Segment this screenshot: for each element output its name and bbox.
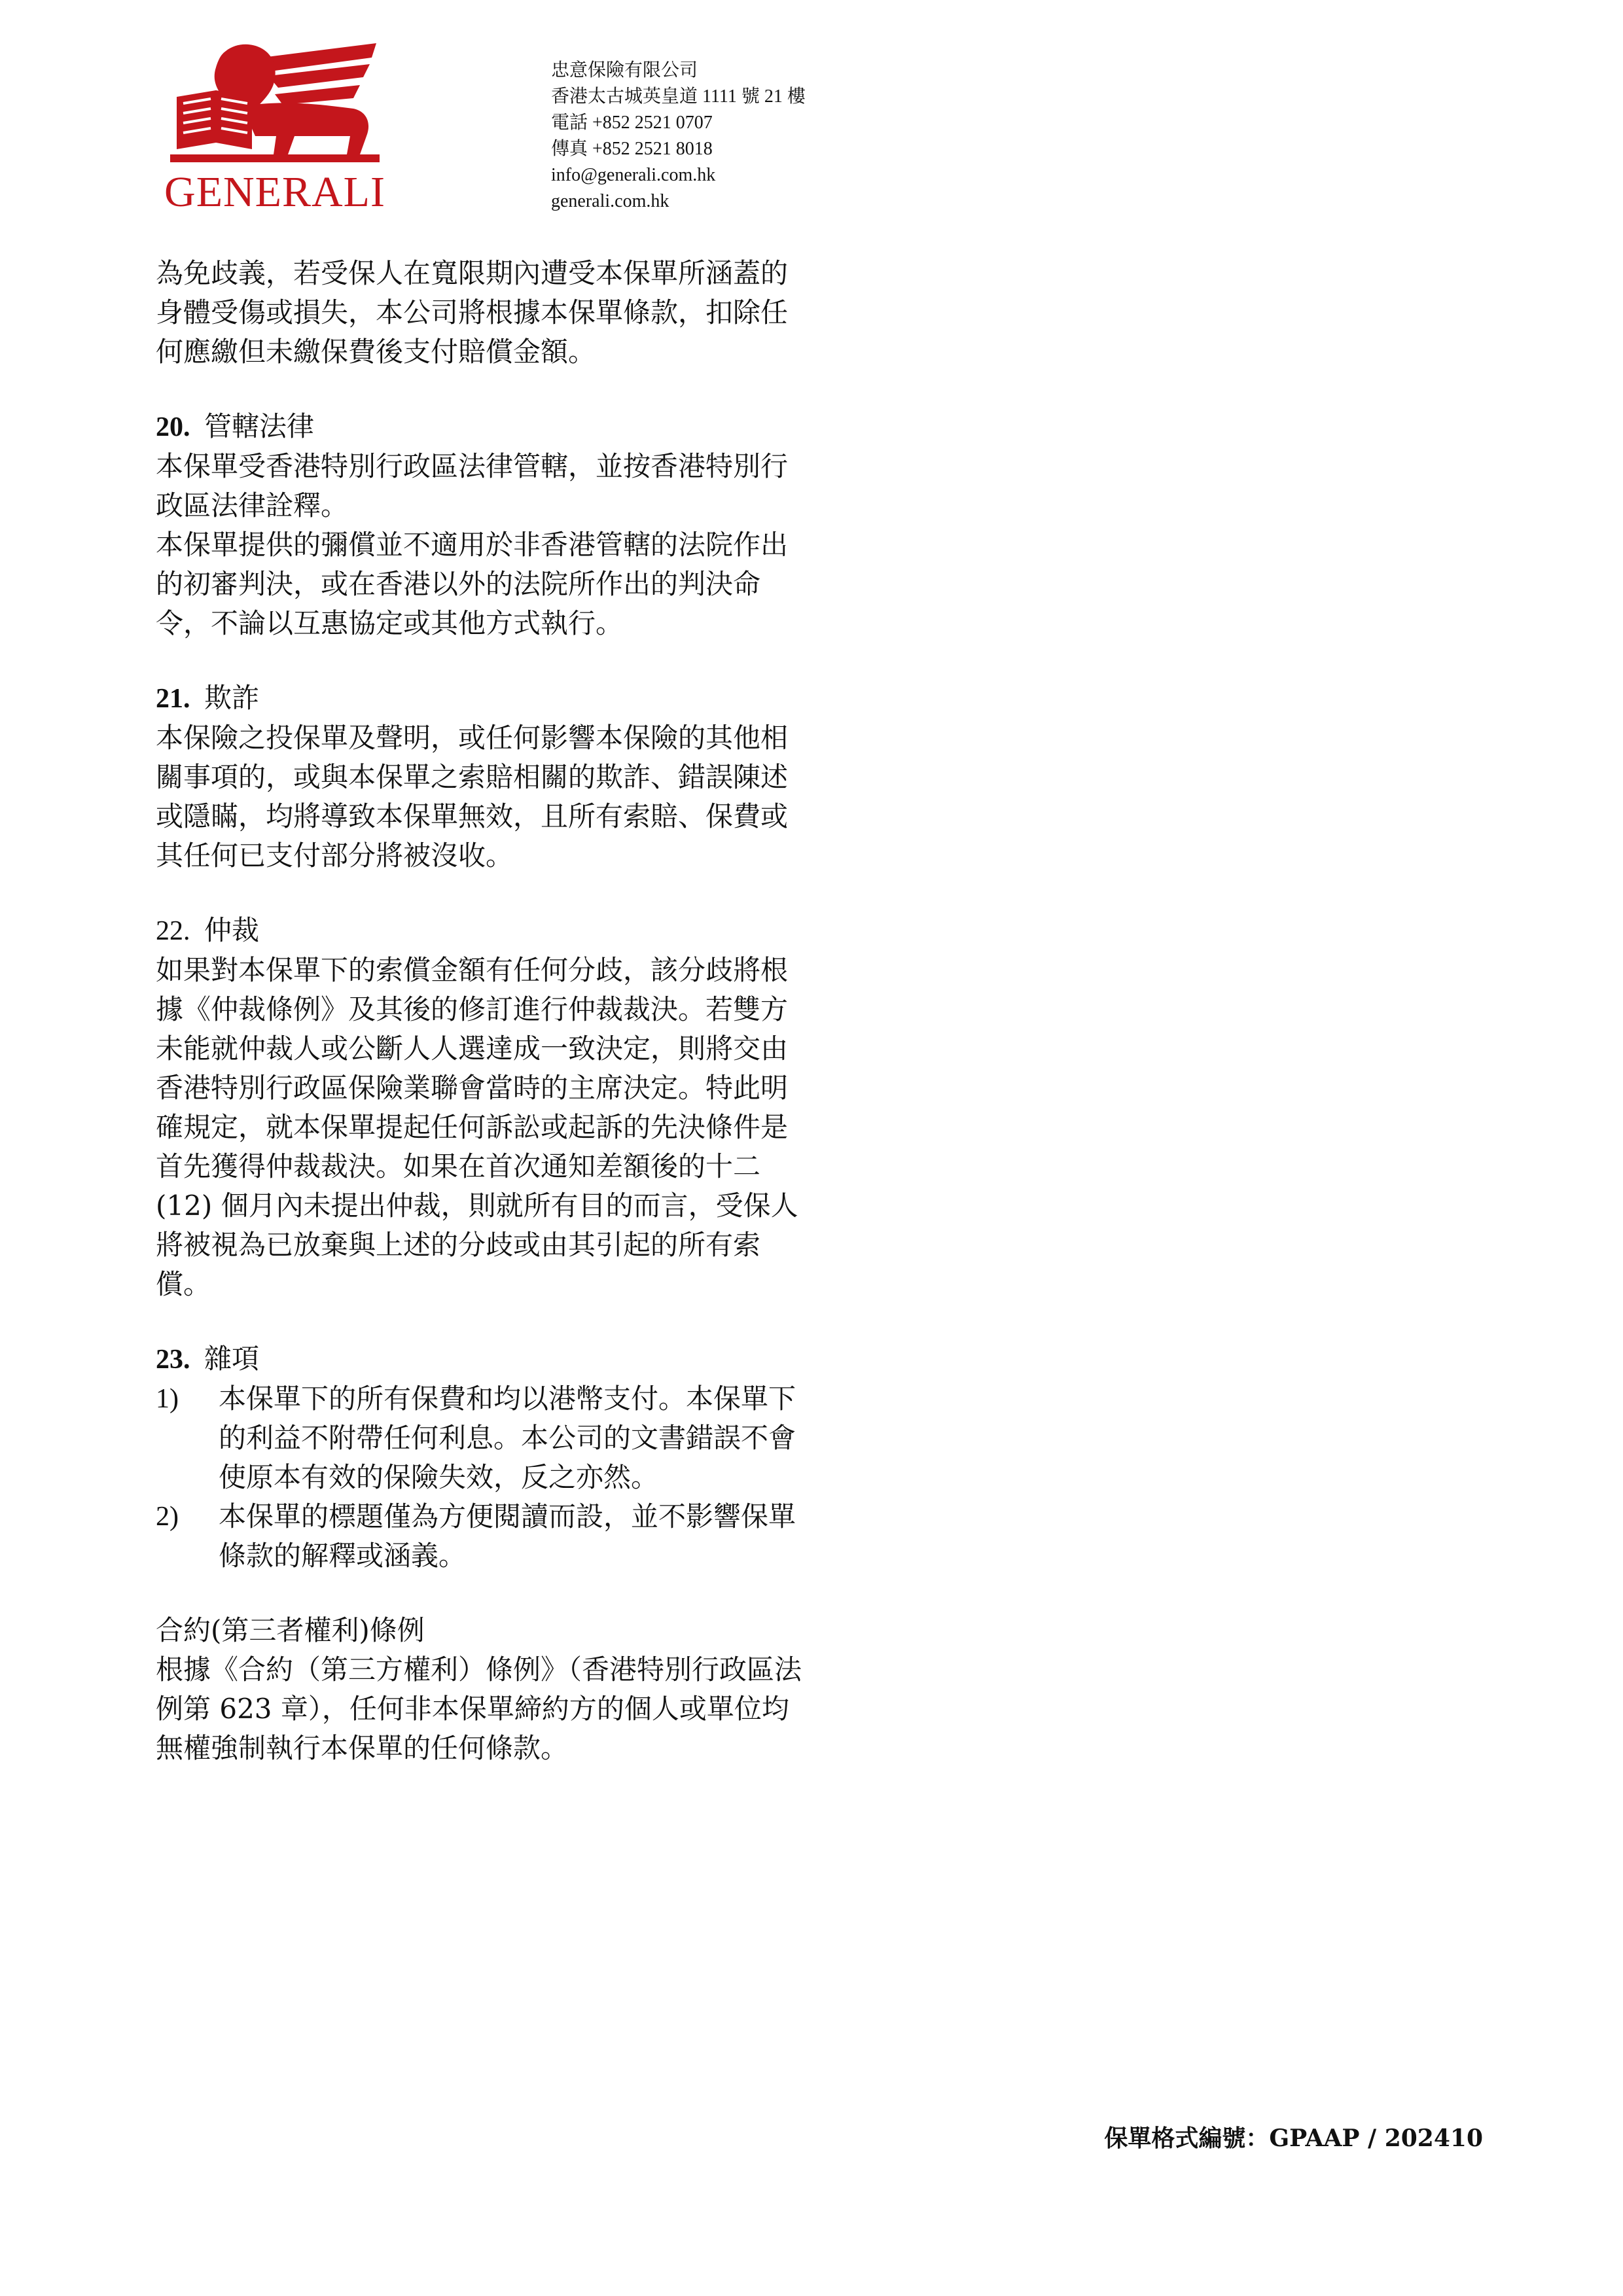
list-text: 本保單下的所有保費和均以港幣支付。本保單下的利益不附帶任何利息。本公司的文書錯誤不會使原本有效的保險失效，反之亦然。	[219, 1383, 796, 1493]
company-email[interactable]: info@generali.com.hk	[551, 165, 716, 185]
section-heading	[156, 911, 810, 951]
list-item	[156, 1497, 810, 1576]
logo-wordmark: GENERALI	[164, 168, 385, 216]
list-marker: 1)	[156, 1384, 179, 1414]
section-title: 管轄法律	[204, 410, 315, 442]
company-fax: 傳真 +852 2521 8018	[551, 139, 713, 159]
section-heading	[156, 1611, 810, 1650]
section-title: 欺詐	[204, 682, 260, 714]
section-heading	[156, 679, 810, 718]
company-contact-block	[551, 58, 806, 215]
company-address: 香港太古城英皇道 1111 號 21 樓	[551, 86, 806, 107]
section-heading	[156, 1339, 810, 1379]
company-website[interactable]: generali.com.hk	[551, 191, 669, 211]
list-text: 本保單的標題僅為方便閱讀而設，並不影響保單條款的解釋或涵義。	[219, 1500, 796, 1572]
generali-logo	[164, 38, 386, 215]
section-governing-law	[156, 407, 810, 643]
policy-body	[156, 254, 810, 1768]
section-paragraph: 根據《合約（第三方權利）條例》（香港特別行政區法例第 623 章），任何非本保單締約方的個人或單位均無權強制執行本保單的任何條款。	[156, 1653, 802, 1764]
section-paragraph: 本保單受香港特別行政區法律管轄，並按香港特別行政區法律詮釋。	[156, 450, 789, 521]
section-title: 雜項	[204, 1343, 260, 1375]
company-name: 忠意保險有限公司	[551, 60, 698, 80]
section-fraud	[156, 679, 810, 875]
section-number: 20.	[156, 412, 190, 442]
section-heading	[156, 407, 810, 447]
section-arbitration	[156, 911, 810, 1304]
policy-form-number: 保單格式編號：GPAAP / 202410	[1104, 2125, 1483, 2152]
section-paragraph: 本保單提供的彌償並不適用於非香港管轄的法院作出的初審判決，或在香港以外的法院所作出的判決命令，不論以互惠協定或其他方式執行。	[156, 529, 789, 639]
section-third-party-rights	[156, 1611, 810, 1768]
section-miscellaneous	[156, 1339, 810, 1576]
list-marker: 2)	[156, 1502, 179, 1532]
section-number: 21.	[156, 684, 190, 714]
section-paragraph: 如果對本保單下的索償金額有任何分歧，該分歧將根據《仲裁條例》及其後的修訂進行仲裁裁決。若雙方未能就仲裁人或公斷人人選達成一致決定，則將交由香港特別行政區保險業聯會當時的主席決定。特此明確規定，就本保單提起任何訴訟或起訴的先決條件是首先獲得仲裁裁決。如果在首次通知差額後的十二 (12) 個月內未提出仲裁，則就所有目的而言，受保人將被視為已放棄與上述的分歧或由其引起的所有索償。	[156, 954, 798, 1300]
section-title: 合約(第三者權利)條例	[156, 1614, 425, 1646]
section-paragraph: 本保險之投保單及聲明，或任何影響本保險的其他相關事項的，或與本保單之索賠相關的欺詐、錯誤陳述或隱瞞，均將導致本保單無效，且所有索賠、保費或其任何已支付部分將被沒收。	[156, 722, 789, 872]
section-title: 仲裁	[204, 914, 260, 946]
section-number: 23.	[156, 1345, 190, 1375]
section-number: 22.	[156, 916, 190, 946]
company-phone: 電話 +852 2521 0707	[551, 113, 713, 133]
list-item	[156, 1379, 810, 1497]
intro-paragraph: 為免歧義，若受保人在寬限期內遭受本保單所涵蓋的身體受傷或損失，本公司將根據本保單條款，扣除任何應繳但未繳保費後支付賠償金額。	[156, 257, 789, 368]
winged-lion-emblem	[164, 38, 386, 169]
